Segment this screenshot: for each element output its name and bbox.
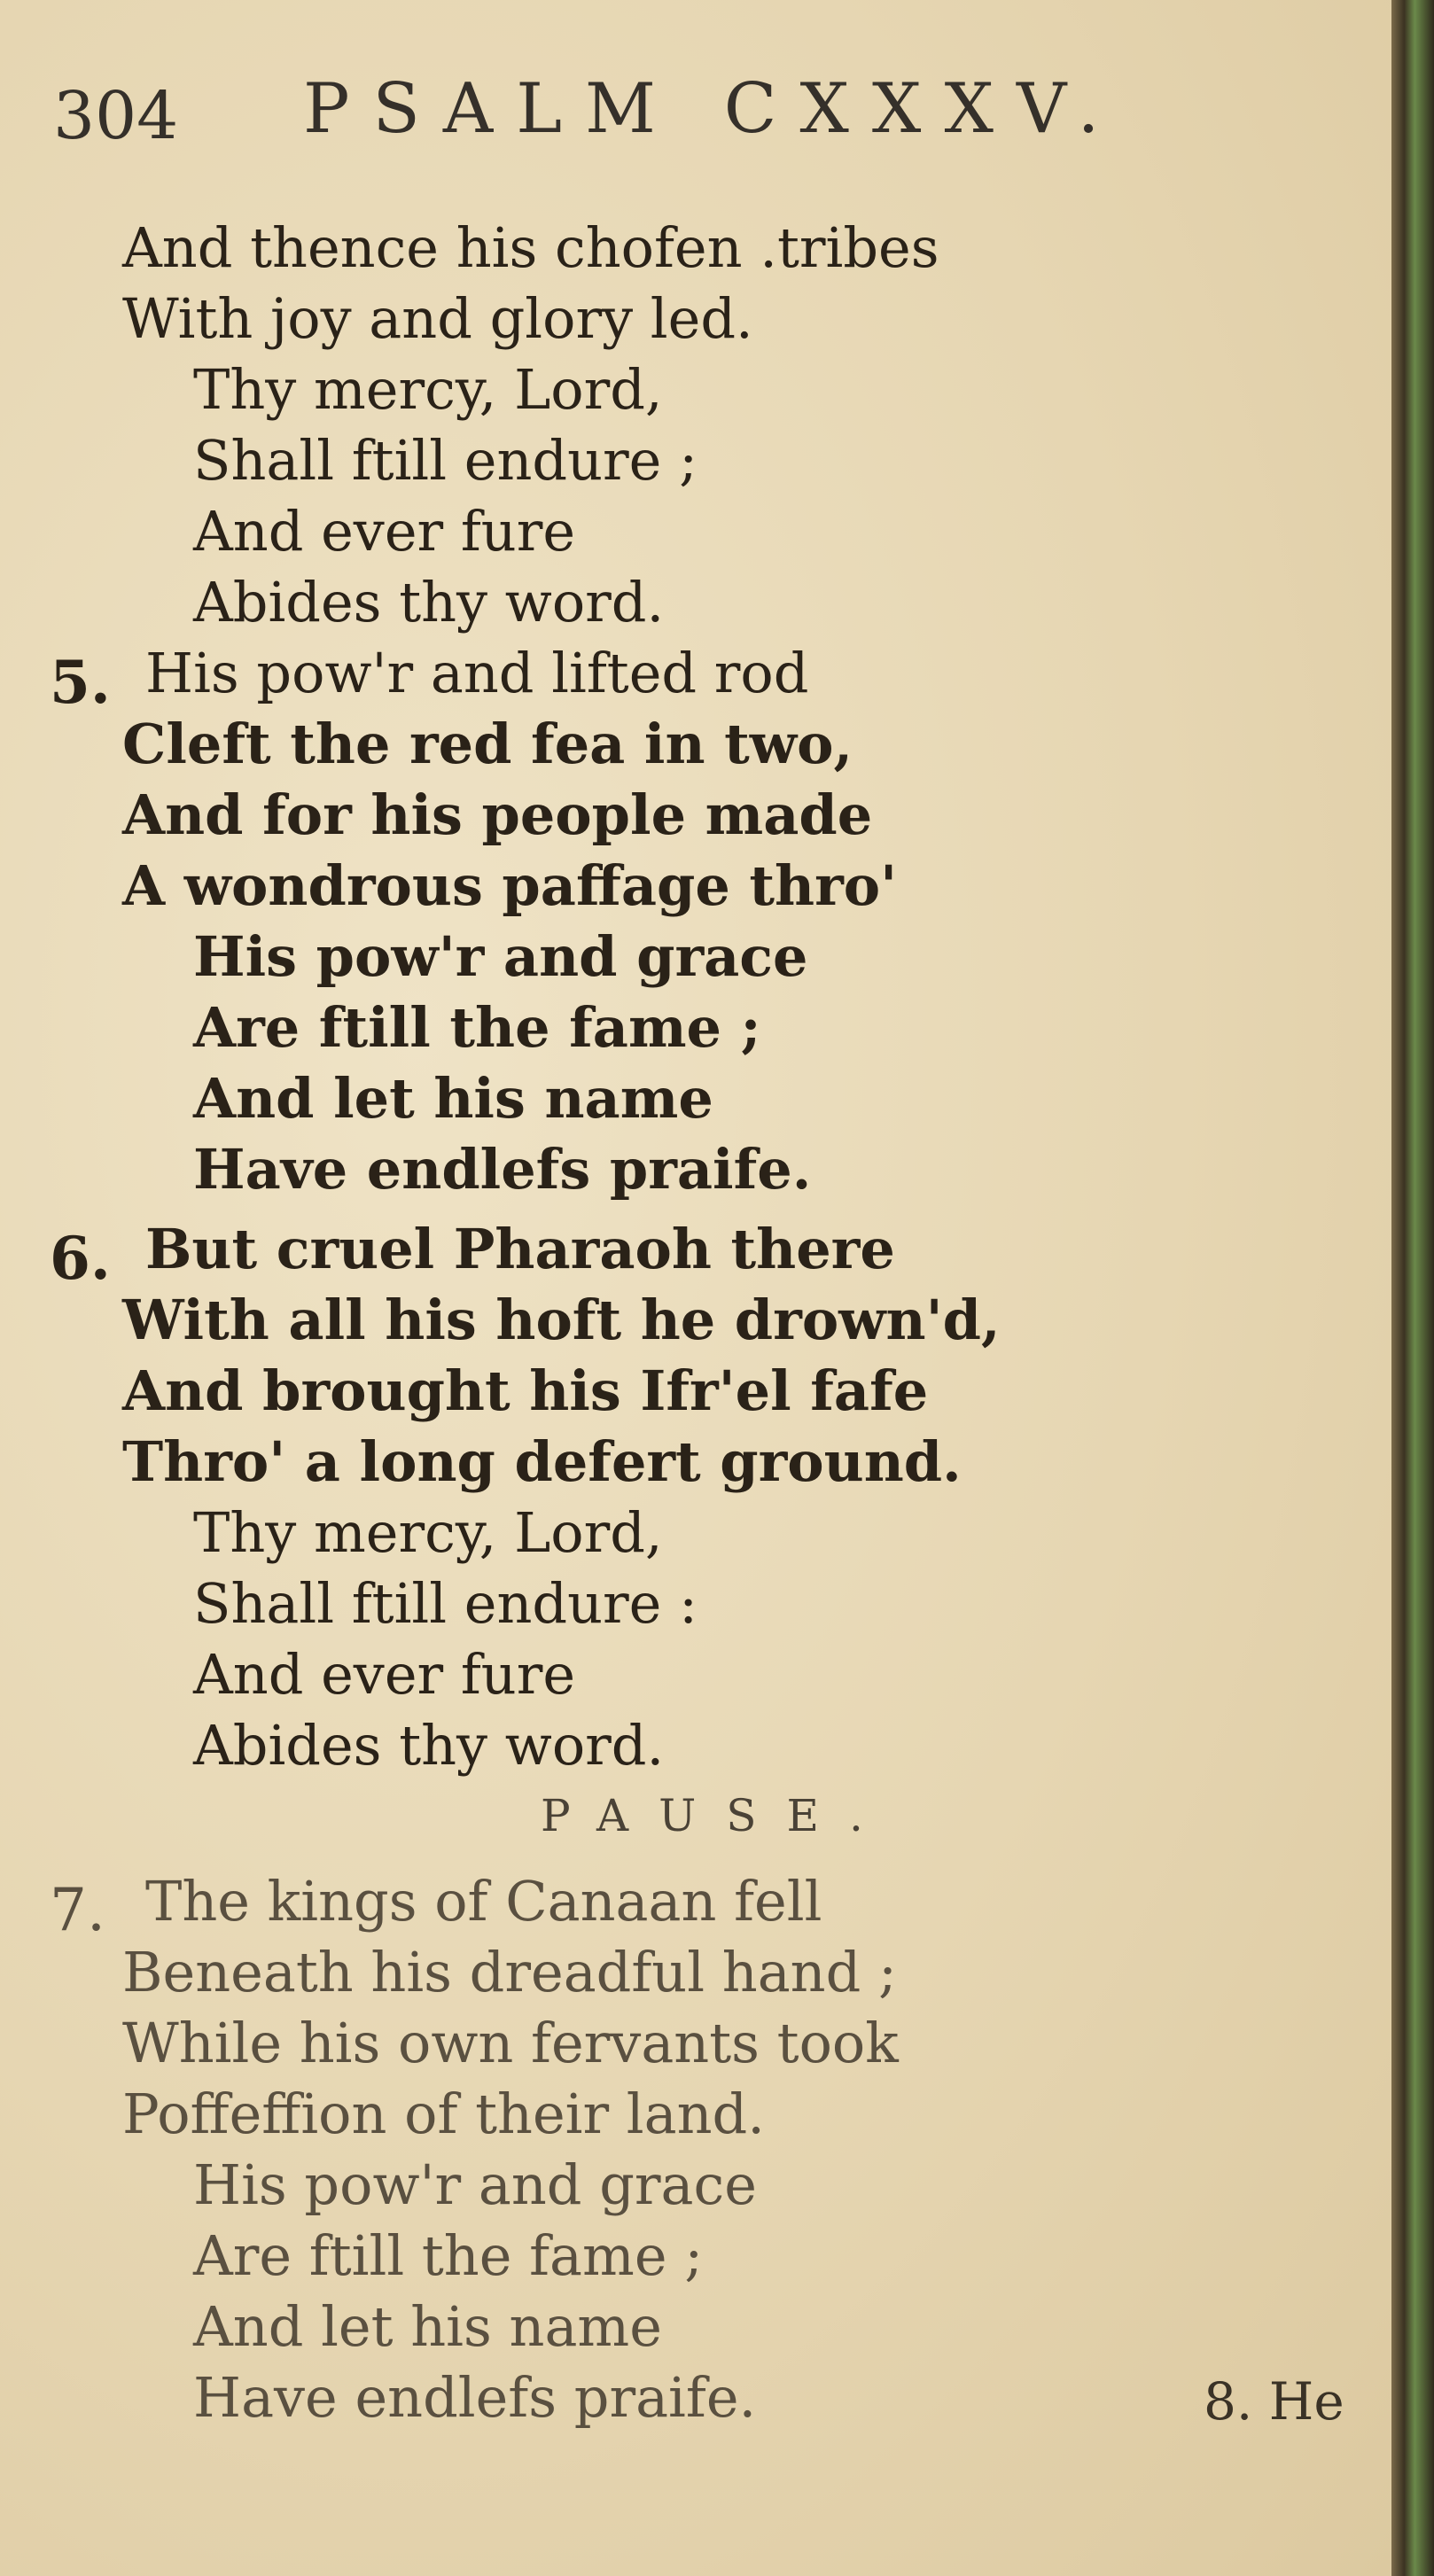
verse-line: With all his hoft he drown'd, — [122, 1288, 1001, 1352]
verse-line: Shall ftill endure ; — [193, 428, 698, 493]
verse-line: Thy mercy, Lord, — [193, 357, 663, 422]
verse-line: His pow'r and grace — [193, 924, 808, 989]
pause-marker: PAUSE. — [541, 1790, 893, 1841]
verse-line: And ever fure — [193, 1642, 576, 1707]
page-title: PSALM CXXXV. — [303, 69, 1123, 149]
stanza-number: 7. — [50, 1876, 105, 1944]
stanza-number: 5. — [50, 648, 111, 717]
verse-line: While his own fervants took — [122, 2011, 899, 2075]
catchword: 8. He — [1204, 2371, 1344, 2432]
verse-line: And ever fure — [193, 499, 576, 564]
verse-line: Are ftill the fame ; — [193, 2223, 704, 2288]
verse-line: Poffeffion of their land. — [122, 2082, 765, 2146]
verse-line: Thy mercy, Lord, — [193, 1500, 663, 1565]
page-header — [53, 69, 1259, 167]
verse-line: The kings of Canaan fell — [145, 1869, 822, 1934]
verse-line: With joy and glory led. — [122, 286, 753, 351]
verse-line: His pow'r and lifted rod — [145, 641, 809, 705]
verse-line: A wondrous paffage thro' — [122, 853, 898, 918]
verse-line: Cleft the red fea in two, — [122, 712, 853, 776]
stanza-number: 6. — [50, 1224, 111, 1293]
page-number: 304 — [53, 78, 179, 154]
verse-line: His pow'r and grace — [193, 2152, 757, 2217]
verse-line: Have endlefs praife. — [193, 2365, 757, 2430]
verse-line: And thence his chofen .tribes — [122, 215, 939, 280]
verse-line: Shall ftill endure : — [193, 1571, 698, 1636]
verse-line: Have endlefs praife. — [193, 1137, 812, 1202]
verse-line: Abides thy word. — [193, 1713, 665, 1778]
book-gutter-edge — [1391, 0, 1434, 2576]
verse-line: Are ftill the fame ; — [193, 995, 761, 1060]
verse-line: Thro' a long defert ground. — [122, 1429, 962, 1494]
verse-line: And let his name — [193, 2294, 662, 2359]
verse-line: Beneath his dreadful hand ; — [122, 1940, 897, 2004]
verse-line: And let his name — [193, 1066, 713, 1131]
verse-line: And brought his Ifr'el fafe — [122, 1358, 929, 1423]
verse-line: Abides thy word. — [193, 570, 665, 634]
verse-line: But cruel Pharaoh there — [145, 1217, 895, 1281]
verse-line: And for his people made — [122, 782, 873, 847]
